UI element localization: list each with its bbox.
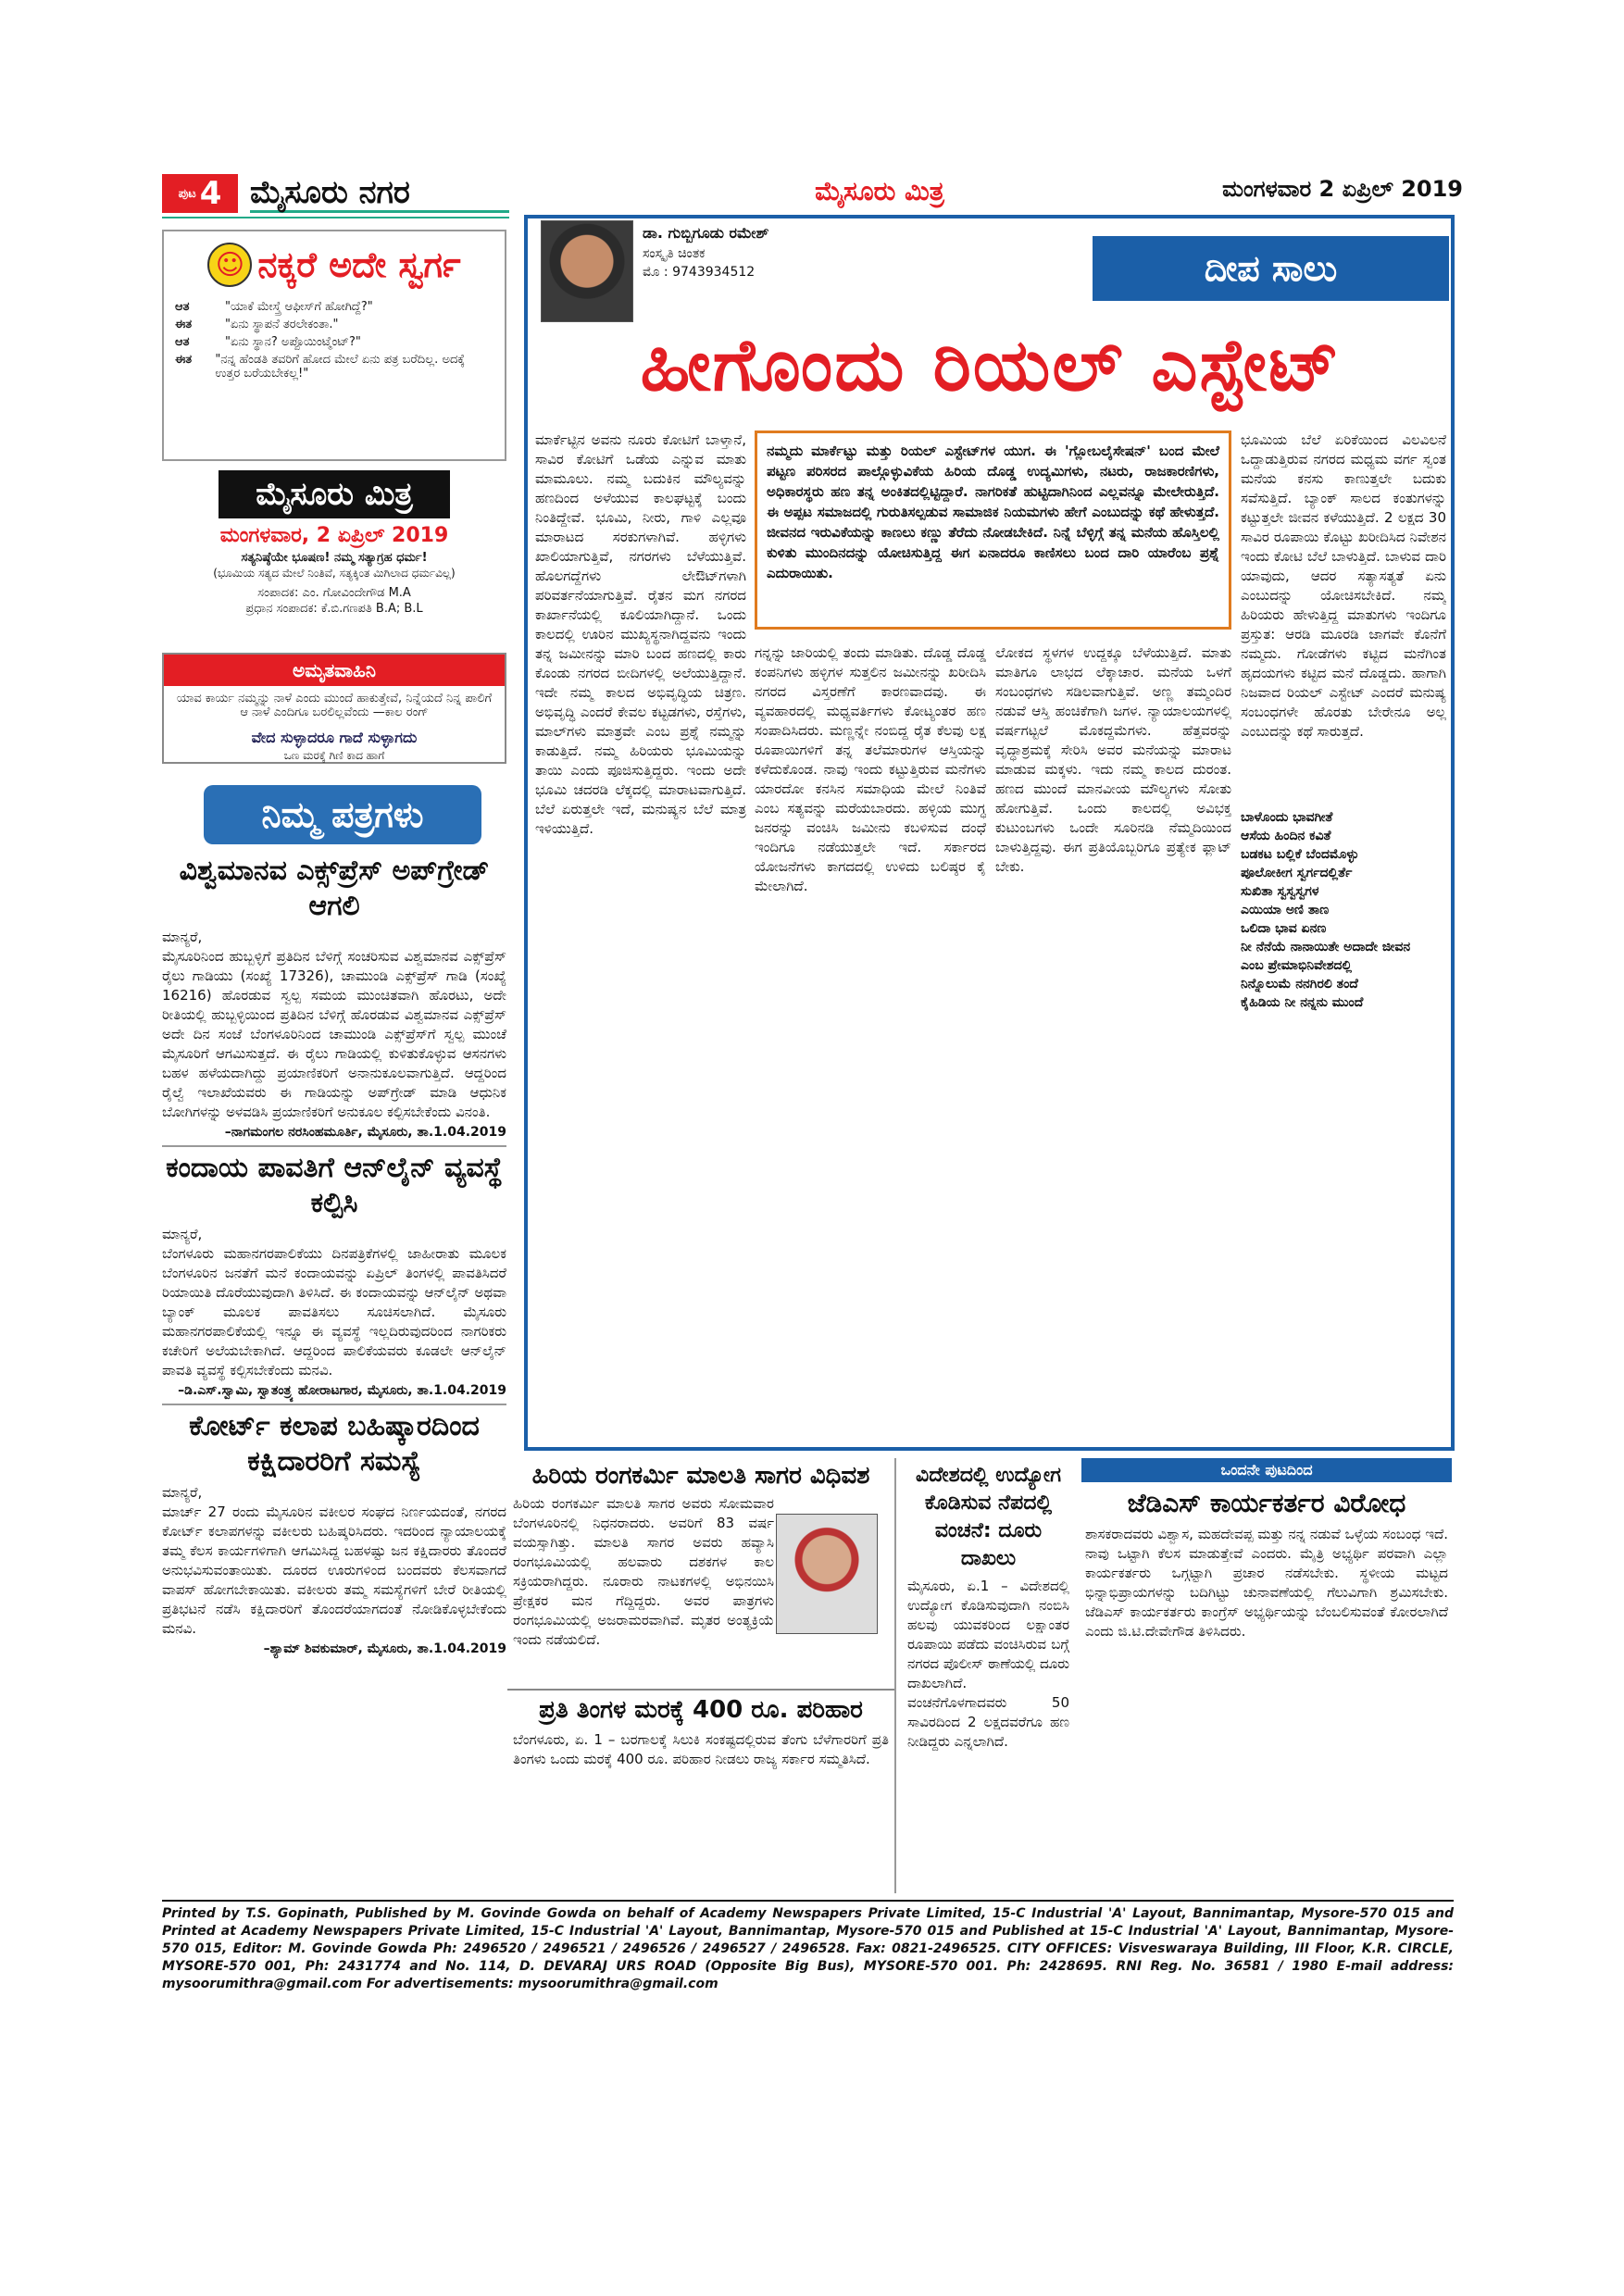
article-column-4 [1241,430,1446,1440]
article-lead-quote: ನಮ್ಮದು ಮಾರ್ಕೆಟ್ಟು ಮತ್ತು ರಿಯಲ್ ಎಸ್ಟೇಟ್‌ಗಳ ಯುಗ. ಈ 'ಗ್ಲೋಬಲೈಸೇಷನ್' ಬಂದ ಮೇಲೆ ಪಟ್ಟಣ ಪರಿಸರದ ಪಾಲ್ಗೊಳ್ಳುವಿಕೆಯ ಹಿರಿಯ ದೊಡ್ಡ ಉದ್ಯಮಿಗಳು, ನಟರು, ರಾಜಕಾರಣಿಗಳು, ಅಧಿಕಾರಸ್ಥರು ಹಣ ತನ್ನ ಅಂಕಿತದಲ್ಲಿಟ್ಟಿದ್ದಾರೆ. ನಾಗರಿಕತೆ ಹುಟ್ಟಿದಾಗಿನಿಂದ ಎಲ್ಲವನ್ನೂ ಮೇಲೇರುತ್ತಿದೆ. ಈ ಅಪ್ಪಟ ಸಮಾಜದಲ್ಲಿ ಗುರುತಿಸಲ್ಪಡುವ ಸಾಮಾಜಿಕ ನಿಯಮಗಳು ಹೇಗೆ ಎಂಬುದನ್ನು ಕಥೆ ಹೇಳುತ್ತದೆ. ಜೀವನದ ಇರುವಿಕೆಯನ್ನು ಕಾಣಲು ಕಣ್ಣು ತೆರೆದು ನೋಡಬೇಕಿದೆ. ನಿನ್ನೆ ಬೆಳ್ಳಿಗ್ಗೆ ತನ್ನ ಮನೆಯ ಹೊಸ್ತಿಲಲ್ಲಿ ಕುಳಿತು ಮುಂದಿನದನ್ನು ಯೋಚಿಸುತ್ತಿದ್ದ ಈಗ ಏನಾದರೂ ಕಾಣಿಸಲು ಬಂದ ದಾರಿ ಯಾರೆಂಬ ಪ್ರಶ್ನೆ ಎದುರಾಯಿತು. [755,430,1231,630]
obituary-headline: ಹಿರಿಯ ರಂಗಕರ್ಮಿ ಮಾಲತಿ ಸಾಗರ ವಿಧಿವಶ [531,1462,870,1490]
letter-signature: –ಶ್ಯಾಮ್ ಶಿವಕುಮಾರ್, ಮೈಸೂರು, ತಾ.1.04.2019 [263,1641,506,1656]
proverb-sub: ಒಣ ಮರಕ್ಕೆ ಗಿಣಿ ಕಾದ ಹಾಗೆ [283,749,385,762]
continued-news-headline: ಜೆಡಿಎಸ್ ಕಾರ್ಯಕರ್ತರ ವಿರೋಧ [1127,1488,1406,1518]
author-info [643,224,874,280]
letter-body: ಮಾರ್ಚ್ 27 ರಂದು ಮೈಸೂರಿನ ವಕೀಲರ ಸಂಘದ ನಿರ್ಣಯದಂತೆ, ನಗರದ ಕೋರ್ಟ್ ಕಲಾಪಗಳನ್ನು ವಕೀಲರು ಬಹಿಷ್ಕರಿಸಿದರು. ಇದರಿಂದ ನ್ಯಾಯಾಲಯಕ್ಕೆ ತಮ್ಮ ಕೆಲಸ ಕಾರ್ಯಗಳಿಗಾಗಿ ಆಗಮಿಸಿದ್ದ ಬಹಳಷ್ಟು ಜನ ಕಕ್ಷಿದಾರರು ತೊಂದರೆ ಅನುಭವಿಸುವಂತಾಯಿತು. ದೂರದ ಊರುಗಳಿಂದ ಬಂದವರು ಕೆಲಸವಾಗದೆ ವಾಪಸ್ ಹೋಗಬೇಕಾಯಿತು. ವಕೀಲರು ತಮ್ಮ ಸಮಸ್ಯೆಗಳಿಗೆ ಬೇರೆ ರೀತಿಯಲ್ಲಿ ಪ್ರತಿಭಟನೆ ನಡೆಸಿ ಕಕ್ಷಿದಾರರಿಗೆ ತೊಂದರೆಯಾಗದಂತೆ ನೋಡಿಕೊಳ್ಳಬೇಕೆಂದು ಮನವಿ. [162,1504,506,1637]
letter-salutation: ಮಾನ್ಯರೆ, [162,1226,203,1242]
letter-salutation: ಮಾನ್ಯರೆ, [162,1484,203,1501]
fraud-news-box [907,1458,1069,1893]
letter-headline: ವಿಶ್ವಮಾನವ ಎಕ್ಸ್‌ಪ್ರೆಸ್ ಅಪ್‌ಗ್ರೇಡ್ ಆಗಲಿ [179,855,490,922]
letter-headline: ಕೋರ್ಟ್ ಕಲಾಪ ಬಹಿಷ್ಕಾರದಿಂದ ಕಕ್ಷಿದಾರರಿಗೆ ಸಮಸ್ಯೆ [189,1410,480,1478]
joke-line: ಆತ "ಏನು ಸ್ಥಾನ? ಅಪ್ಪೊಯಿಂಟ್ಮೆಂಟ್?" [175,335,361,349]
compensation-headline: ಪ್ರತಿ ತಿಂಗಳ ಮರಕ್ಕೆ 400 ರೂ. ಪರಿಹಾರ [507,1689,894,1730]
continued-news-box [1081,1458,1452,1893]
article-column-4-text: ಭೂಮಿಯ ಬೆಲೆ ಏರಿಕೆಯಿಂದ ವಿಲವಿಲನೆ ಒದ್ದಾಡುತ್ತಿರುವ ನಗರದ ಮಧ್ಯಮ ವರ್ಗ ಸ್ವಂತ ಮನೆಯ ಕನಸು ಕಾಣುತ್ತಲೇ ಬದುಕು ಸವೆಸುತ್ತಿದೆ. ಬ್ಯಾಂಕ್ ಸಾಲದ ಕಂತುಗಳನ್ನು ಕಟ್ಟುತ್ತಲೇ ಜೀವನ ಕಳೆಯುತ್ತಿದೆ. 2 ಲಕ್ಷದ 30 ಸಾವಿರ ರೂಪಾಯಿ ಕೊಟ್ಟು ಖರೀದಿಸಿದ ನಿವೇಶನ ಇಂದು ಕೋಟಿ ಬೆಲೆ ಬಾಳುತ್ತಿದೆ. ಬಾಳುವ ದಾರಿ ಯಾವುದು, ಆದರ ಸತ್ಯಾಸತ್ಯತೆ ಏನು ಎಂಬುದನ್ನು ಯೋಚಿಸಬೇಕಿದೆ. ನಮ್ಮ ಹಿರಿಯರು ಹೇಳುತ್ತಿದ್ದ ಮಾತುಗಳು ಇಂದಿಗೂ ಪ್ರಸ್ತುತ: ಆರಡಿ ಮೂರಡಿ ಜಾಗವೇ ಕೊನೆಗೆ ನಮ್ಮದು. ಗೋಡೆಗಳು ಕಟ್ಟಿದ ಮನೆಗಿಂತ ಹೃದಯಗಳು ಕಟ್ಟಿದ ಮನೆ ದೊಡ್ಡದು. ಹಾಗಾಗಿ ನಿಜವಾದ ರಿಯಲ್ ಎಸ್ಟೇಟ್ ಎಂದರೆ ಮನುಷ್ಯ ಸಂಬಂಧಗಳೇ ಹೊರತು ಬೇರೇನೂ ಅಲ್ಲ ಎಂಬುದನ್ನು ಕಥೆ ಸಾರುತ್ತದೆ. [1241,431,1446,740]
letter-body: ಮೈಸೂರಿನಿಂದ ಹುಬ್ಬಳ್ಳಿಗೆ ಪ್ರತಿದಿನ ಬೆಳಿಗ್ಗೆ ಸಂಚರಿಸುವ ವಿಶ್ವಮಾನವ ಎಕ್ಸ್‌ಪ್ರೆಸ್ ರೈಲು ಗಾಡಿಯು (ಸಂಖ್ಯೆ 17326), ಚಾಮುಂಡಿ ಎಕ್ಸ್‌ಪ್ರೆಸ್ ಗಾಡಿ (ಸಂಖ್ಯೆ 16216) ಹೊರಡುವ ಸ್ವಲ್ಪ ಸಮಯ ಮುಂಚಿತವಾಗಿ ಹೊರಟು, ಅದೇ ರೀತಿಯಲ್ಲಿ ಹುಬ್ಬಳ್ಳಿಯಿಂದ ಪ್ರತಿದಿನ ಬೆಳಿಗ್ಗೆ ಹೊರಡುವ ವಿಶ್ವಮಾನವ ಎಕ್ಸ್‌ಪ್ರೆಸ್ ಅದೇ ದಿನ ಸಂಜೆ ಬೆಂಗಳೂರಿನಿಂದ ಚಾಮುಂಡಿ ಎಕ್ಸ್‌ಪ್ರೆಸ್‌ಗೆ ಸ್ವಲ್ಪ ಮುಂಚೆ ಮೈಸೂರಿಗೆ ಆಗಮಿಸುತ್ತದೆ. ಈ ರೈಲು ಗಾಡಿಯಲ್ಲಿ ಕುಳಿತುಕೊಳ್ಳುವ ಆಸನಗಳು ಬಹಳ ಹಳೆಯದಾಗಿದ್ದು ಪ್ರಯಾಣಿಕರಿಗೆ ಅನಾನುಕೂಲವಾಗುತ್ತಿದೆ. ಆದ್ದರಿಂದ ರೈಲ್ವೆ ಇಲಾಖೆಯವರು ಈ ಗಾಡಿಯನ್ನು ಅಪ್‌ಗ್ರೇಡ್ ಮಾಡಿ ಆಧುನಿಕ ಬೋಗಿಗಳನ್ನು ಅಳವಡಿಸಿ ಪ್ರಯಾಣಿಕರಿಗೆ ಅನುಕೂಲ ಕಲ್ಪಿಸಬೇಕೆಂದು ವಿನಂತಿ. [162,948,506,1120]
masthead-logo: ಮೈಸೂರು ಮಿತ್ರ [219,470,450,518]
proverb: ವೇದ ಸುಳ್ಳಾದರೂ ಗಾದೆ ಸುಳ್ಳಾಗದು [251,729,418,746]
masthead-date: ಮಂಗಳವಾರ, 2 ಏಪ್ರಿಲ್ 2019 [219,524,449,547]
masthead-subline: (ಭೂಮಿಯ ಸತ್ಯದ ಮೇಲೆ ನಿಂತಿವೆ, ಸತ್ಯಕ್ಕಿಂತ ಮಿಗಿಲಾದ ಧರ್ಮವಿಲ್ಲ) [213,567,456,580]
joke-line: ಈತ "ನನ್ನ ಹೆಂಡತಿ ತವರಿಗೆ ಹೋದ ಮೇಲೆ ಏನು ಪತ್ರ ಬರೆದಿಲ್ಲ. ಅದಕ್ಕೆ ಉತ್ತರ ಬರೆಯಬೇಕಲ್ಲ!" [175,353,466,381]
joke-title [164,231,505,298]
joke-line: ಈತ "ಏನು ಸ್ಥಾಪನೆ ತರಲೇಕಂತಾ." [175,318,339,331]
masthead-publisher: ಪ್ರಧಾನ ಸಂಪಾದಕ: ಕೆ.ಬಿ.ಗಣಪತಿ B.A; B.L [245,602,423,616]
quote-box [162,653,506,764]
quote-text: ಯಾವ ಕಾರ್ಯ ನಮ್ಮನ್ನು ನಾಳೆ ಎಂದು ಮುಂದೆ ಹಾಕುತ್ತೇವೆ, ನಿನ್ನೆಯದೆ ನಿನ್ನ ಪಾಲಿಗೆ ಆ ನಾಳೆ ಎಂದಿಗೂ ಬರಲಿಲ್ಲವೆಂದು —ಕಾಲ ರಂಗ್ [176,692,493,719]
imprint-footer: Printed by T.S. Gopinath, Published by M. Govinde Gowda on behalf of Academy Newspapers Private Limited, 15-C Industrial 'A' Layout, Bannimantap, Mysore-570 015 and Printed at Academy Newspapers Private Limited, 15-C Industrial 'A' Layout, Bannimantap, Mysore-570 015 and Published at 15-C Industrial 'A' Layout, Bannimantap, Mysore-570 015, Editor: M. Govinde Gowda Ph: 2496520 / 2496521 / 2496526 / 2496527 / 2496528. Fax: 0821-2496525. CITY OFFICES: Visveswaraya Building, III Floor, K.R. CIRCLE, MYSORE-570 001, Ph: 2431774 and No. 114, D. DEVARAJ URS ROAD (Opposite Big Bus), MYSORE-570 001. Ph: 2428695. RNI Reg. No. 36581 / 1980 E-mail address: mysoorumithra@gmail.com For advertisements: mysoorumithra@gmail.com [162,1900,1454,1993]
letter-item [162,854,506,1140]
masthead-small: ಮೈಸೂರು ಮಿತ್ರ [815,176,944,206]
article-column-3: ಲೋಕದ ಸ್ಥಳಗಳ ಉದ್ದಕ್ಕೂ ಬೆಳೆಯುತ್ತಿದೆ. ಮಾತು ಮಾತಿಗೂ ಲಾಭದ ಲೆಕ್ಕಾಚಾರ. ಮನೆಯ ಒಳಗೆ ಸಂಬಂಧಗಳು ಸಡಿಲವಾಗುತ್ತಿವೆ. ಅಣ್ಣ ತಮ್ಮಂದಿರ ನಡುವೆ ಆಸ್ತಿ ಹಂಚಿಕೆಗಾಗಿ ಜಗಳ. ನ್ಯಾಯಾಲಯಗಳಲ್ಲಿ ವರ್ಷಗಟ್ಟಲೆ ಮೊಕದ್ದಮೆಗಳು. ಹೆತ್ತವರನ್ನು ವೃದ್ಧಾಶ್ರಮಕ್ಕೆ ಸೇರಿಸಿ ಅವರ ಮನೆಯನ್ನು ಮಾರಾಟ ಮಾಡುವ ಮಕ್ಕಳು. ಇದು ನಮ್ಮ ಕಾಲದ ದುರಂತ. ಹಣದ ಮುಂದೆ ಮಾನವೀಯ ಮೌಲ್ಯಗಳು ಸೋತು ಹೋಗುತ್ತಿವೆ. ಒಂದು ಕಾಲದಲ್ಲಿ ಅವಿಭಕ್ತ ಕುಟುಂಬಗಳು ಒಂದೇ ಸೂರಿನಡಿ ನೆಮ್ಮದಿಯಿಂದ ಬಾಳುತ್ತಿದ್ದವು. ಈಗ ಪ್ರತಿಯೊಬ್ಬರಿಗೂ ಪ್ರತ್ಯೇಕ ಫ್ಲಾಟ್ ಬೇಕು. [995,644,1231,875]
article-column-1: ಮಾರ್ಕೆಟ್ಟಿನ ಅವನು ನೂರು ಕೋಟಿಗೆ ಬಾಳ್ತಾನೆ, ಸಾವಿರ ಕೋಟಿಗೆ ಒಡೆಯ ಎನ್ನುವ ಮಾತು ಮಾಮೂಲು. ನಮ್ಮ ಬದುಕಿನ ಮೌಲ್ಯವನ್ನು ಹಣದಿಂದ ಅಳೆಯುವ ಕಾಲಘಟ್ಟಕ್ಕೆ ಬಂದು ನಿಂತಿದ್ದೇವೆ. ಭೂಮಿ, ನೀರು, ಗಾಳಿ ಎಲ್ಲವೂ ಮಾರಾಟದ ಸರಕುಗಳಾಗಿವೆ. ಹಳ್ಳಿಗಳು ಖಾಲಿಯಾಗುತ್ತಿವೆ, ನಗರಗಳು ಬೆಳೆಯುತ್ತಿವೆ. ಹೊಲಗದ್ದೆಗಳು ಲೇಔಟ್‌ಗಳಾಗಿ ಪರಿವರ್ತನೆಯಾಗುತ್ತಿವೆ. ರೈತನ ಮಗ ನಗರದ ಕಾರ್ಖಾನೆಯಲ್ಲಿ ಕೂಲಿಯಾಗಿದ್ದಾನೆ. ಒಂದು ಕಾಲದಲ್ಲಿ ಊರಿನ ಮುಖ್ಯಸ್ಥನಾಗಿದ್ದವನು ಇಂದು ತನ್ನ ಜಮೀನನ್ನು ಮಾರಿ ಬಂದ ಹಣದಲ್ಲಿ ಕಾರು ಕೊಂಡು ನಗರದ ಬೀದಿಗಳಲ್ಲಿ ಅಲೆಯುತ್ತಿದ್ದಾನೆ. ಇದೇ ನಮ್ಮ ಕಾಲದ ಅಭಿವೃದ್ಧಿಯ ಚಿತ್ರಣ. ಅಭಿವೃದ್ಧಿ ಎಂದರೆ ಕೇವಲ ಕಟ್ಟಡಗಳು, ರಸ್ತೆಗಳು, ಮಾಲ್‌ಗಳು ಮಾತ್ರವೇ ಎಂಬ ಪ್ರಶ್ನೆ ನಮ್ಮನ್ನು ಕಾಡುತ್ತಿದೆ. ನಮ್ಮ ಹಿರಿಯರು ಭೂಮಿಯನ್ನು ತಾಯಿ ಎಂದು ಪೂಜಿಸುತ್ತಿದ್ದರು. ಇಂದು ಅದೇ ಭೂಮಿ ಚದರಡಿ ಲೆಕ್ಕದಲ್ಲಿ ಮಾರಾಟವಾಗುತ್ತಿದೆ. ಬೆಲೆ ಏರುತ್ತಲೇ ಇದೆ, ಮನುಷ್ಯನ ಬೆಲೆ ಮಾತ್ರ ಇಳಿಯುತ್ತಿದೆ. [535,431,746,837]
joke-title-text: ನಕ್ಕರೆ ಅದೇ ಸ್ವರ್ಗ [257,243,461,285]
obituary-box [507,1458,896,1893]
masthead-editor: ಸಂಪಾದಕ: ಎಂ. ಗೋವಿಂದೇಗೌಡ M.A [257,586,411,600]
joke-line: ಆತ "ಯಾಕೆ ಮೇಸ್ತ್ರೆ ಆಫೀಸ್‌ಗೆ ಹೋಗಿದ್ದೆ?" [175,300,373,314]
continued-from-tag: ಒಂದನೇ ಪುಟದಿಂದ [1081,1458,1452,1482]
joke-box [162,230,506,461]
author-role: ಸಂಸ್ಕೃತಿ ಚಿಂತಕ [643,246,706,261]
letter-headline: ಕಂದಾಯ ಪಾವತಿಗೆ ಆನ್‌ಲೈನ್ ವ್ಯವಸ್ಥೆ ಕಲ್ಪಿಸಿ [166,1152,503,1219]
obituary-photo [776,1514,878,1634]
column-name-banner: ದೀಪ ಸಾಲು [1093,236,1449,301]
masthead-box [162,470,506,642]
article-headline: ಹೀಗೊಂದು ರಿಯಲ್ ಎಸ್ಟೇಟ್ [640,324,1342,407]
letters-header: ನಿಮ್ಮ ಪತ್ರಗಳು [204,785,481,844]
letter-body: ಬೆಂಗಳೂರು ಮಹಾನಗರಪಾಲಿಕೆಯು ದಿನಪತ್ರಿಕೆಗಳಲ್ಲಿ ಜಾಹೀರಾತು ಮೂಲಕ ಬೆಂಗಳೂರಿನ ಜನತೆಗೆ ಮನೆ ಕಂದಾಯವನ್ನು ಏಪ್ರಿಲ್ ತಿಂಗಳಲ್ಲಿ ಪಾವತಿಸಿದರೆ ರಿಯಾಯಿತಿ ದೊರೆಯುವುದಾಗಿ ತಿಳಿಸಿದೆ. ಈ ಕಂದಾಯವನ್ನು ಆನ್‌ಲೈನ್ ಅಥವಾ ಬ್ಯಾಂಕ್ ಮೂಲಕ ಪಾವತಿಸಲು ಸೂಚಿಸಲಾಗಿದೆ. ಮೈಸೂರು ಮಹಾನಗರಪಾಲಿಕೆಯಲ್ಲಿ ಇನ್ನೂ ಈ ವ್ಯವಸ್ಥೆ ಇಲ್ಲದಿರುವುದರಿಂದ ನಾಗರಿಕರು ಕಚೇರಿಗೆ ಅಲೆಯಬೇಕಾಗಿದೆ. ಆದ್ದರಿಂದ ಪಾಲಿಕೆಯವರು ಕೂಡಲೇ ಆನ್‌ಲೈನ್ ಪಾವತಿ ವ್ಯವಸ್ಥೆ ಕಲ್ಪಿಸಬೇಕೆಂದು ಮನವಿ. [162,1245,506,1379]
letter-signature: –ನಾಗಮಂಗಲ ನರಸಿಂಹಮೂರ್ತಿ, ಮೈಸೂರು, ತಾ.1.04.2019 [224,1125,506,1140]
continued-news-body: ಶಾಸಕರಾದವರು ವಿಶ್ವಾಸ, ಮಹದೇವಪ್ಪ ಮತ್ತು ನನ್ನ ನಡುವೆ ಒಳ್ಳೆಯ ಸಂಬಂಧ ಇದೆ. ನಾವು ಒಟ್ಟಾಗಿ ಕೆಲಸ ಮಾಡುತ್ತೇವೆ ಎಂದರು. ಮೈತ್ರಿ ಅಭ್ಯರ್ಥಿ ಪರವಾಗಿ ಎಲ್ಲಾ ಕಾರ್ಯಕರ್ತರು ಒಗ್ಗಟ್ಟಾಗಿ ಪ್ರಚಾರ ನಡೆಸಬೇಕು. ಸ್ಥಳೀಯ ಮಟ್ಟದ ಭಿನ್ನಾಭಿಪ್ರಾಯಗಳನ್ನು ಬದಿಗಿಟ್ಟು ಚುನಾವಣೆಯಲ್ಲಿ ಗೆಲುವಿಗಾಗಿ ಶ್ರಮಿಸಬೇಕು. ಜೆಡಿಎಸ್ ಕಾರ್ಯಕರ್ತರು ಕಾಂಗ್ರೆಸ್ ಅಭ್ಯರ್ಥಿಯನ್ನು ಬೆಂಬಲಿಸುವಂತೆ ಕೋರಲಾಗಿದೆ ಎಂದು ಜಿ.ಟಿ.ದೇವೇಗೌಡ ತಿಳಿಸಿದರು. [1085,1526,1448,1640]
letter-item [162,1145,506,1398]
letter-salutation: ಮಾನ್ಯರೆ, [162,929,203,945]
letter-item [162,1404,506,1656]
page-label: ಪುಟ [178,186,196,201]
author-name: ಡಾ. ಗುಬ್ಬಿಗೂಡು ರಮೇಶ್ [643,224,769,242]
laughing-face-icon: ☺ [207,243,252,287]
masthead-tagline: ಸತ್ಯನಿಷ್ಠೆಯೇ ಭೂಷಣ! ನಮ್ಮ ಸತ್ಯಾಗ್ರಹ ಧರ್ಮ! [241,551,428,565]
section-title: ಮೈಸೂರು ನಗರ [250,174,509,213]
compensation-body: ಬೆಂಗಳೂರು, ಏ. 1 – ಬರಗಾಲಕ್ಕೆ ಸಿಲುಕಿ ಸಂಕಷ್ಟದಲ್ಲಿರುವ ತೆಂಗು ಬೆಳೆಗಾರರಿಗೆ ಪ್ರತಿ ತಿಂಗಳು ಒಂದು ಮರಕ್ಕೆ 400 ರೂ. ಪರಿಹಾರ ನೀಡಲು ರಾಜ್ಯ ಸರ್ಕಾರ ಸಮ್ಮತಿಸಿದೆ. [513,1731,889,1767]
header-rule [162,217,509,218]
fraud-news-body: ಮೈಸೂರು, ಏ.1 – ವಿದೇಶದಲ್ಲಿ ಉದ್ಯೋಗ ಕೊಡಿಸುವುದಾಗಿ ನಂಬಿಸಿ ಹಲವು ಯುವಕರಿಂದ ಲಕ್ಷಾಂತರ ರೂಪಾಯಿ ಪಡೆದು ವಂಚಿಸಿರುವ ಬಗ್ಗೆ ನಗರದ ಪೊಲೀಸ್ ಠಾಣೆಯಲ್ಲಿ ದೂರು ದಾಖಲಾಗಿದೆ. ವಂಚನೆಗೊಳಗಾದವರು 50 ಸಾವಿರದಿಂದ 2 ಲಕ್ಷದವರೆಗೂ ಹಣ ನೀಡಿದ್ದರು ಎನ್ನಲಾಗಿದೆ. [907,1578,1069,1750]
obituary-body: ಹಿರಿಯ ರಂಗಕರ್ಮಿ ಮಾಲತಿ ಸಾಗರ ಅವರು ಸೋಮವಾರ ಬೆಂಗಳೂರಿನಲ್ಲಿ ನಿಧನರಾದರು. ಅವರಿಗೆ 83 ವರ್ಷ ವಯಸ್ಸಾಗಿತ್ತು. ಮಾಲತಿ ಸಾಗರ ಅವರು ಹವ್ಯಾಸಿ ರಂಗಭೂಮಿಯಲ್ಲಿ ಹಲವಾರು ದಶಕಗಳ ಕಾಲ ಸಕ್ರಿಯರಾಗಿದ್ದರು. ನೂರಾರು ನಾಟಕಗಳಲ್ಲಿ ಅಭಿನಯಿಸಿ ಪ್ರೇಕ್ಷಕರ ಮನ ಗೆದ್ದಿದ್ದರು. ಅವರ ಪಾತ್ರಗಳು ರಂಗಭೂಮಿಯಲ್ಲಿ ಅಜರಾಮರವಾಗಿವೆ. ಮೃತರ ಅಂತ್ಯಕ್ರಿಯೆ ಇಂದು ನಡೆಯಲಿದೆ. [513,1495,774,1648]
letter-signature: –ಡಿ.ಎಸ್.ಸ್ವಾಮಿ, ಸ್ವಾತಂತ್ರ್ಯ ಹೋರಾಟಗಾರ, ಮೈಸೂರು, ತಾ.1.04.2019 [178,1383,506,1398]
quote-box-title: ಅಮೃತವಾಹಿನಿ [164,655,505,686]
author-phone: ಮೊ : 9743934512 [643,265,756,280]
article-column-2: ಗನ್ನನ್ನು ಜಾರಿಯಲ್ಲಿ ತಂದು ಮಾಡಿತು. ದೊಡ್ಡ ದೊಡ್ಡ ಕಂಪನಿಗಳು ಹಳ್ಳಿಗಳ ಸುತ್ತಲಿನ ಜಮೀನನ್ನು ಖರೀದಿಸಿ ನಗರದ ವಿಸ್ತರಣೆಗೆ ಕಾರಣವಾದವು. ಈ ವ್ಯವಹಾರದಲ್ಲಿ ಮಧ್ಯವರ್ತಿಗಳು ಕೋಟ್ಯಂತರ ಹಣ ಸಂಪಾದಿಸಿದರು. ಮಣ್ಣನ್ನೇ ನಂಬಿದ್ದ ರೈತ ಕೆಲವು ಲಕ್ಷ ರೂಪಾಯಿಗಳಿಗೆ ತನ್ನ ತಲೆಮಾರುಗಳ ಆಸ್ತಿಯನ್ನು ಕಳೆದುಕೊಂಡ. ನಾವು ಇಂದು ಕಟ್ಟುತ್ತಿರುವ ಮನೆಗಳು ಯಾರದೋ ಕನಸಿನ ಸಮಾಧಿಯ ಮೇಲೆ ನಿಂತಿವೆ ಎಂಬ ಸತ್ಯವನ್ನು ಮರೆಯಬಾರದು. ಹಳ್ಳಿಯ ಮುಗ್ಧ ಜನರನ್ನು ವಂಚಿಸಿ ಜಮೀನು ಕಬಳಿಸುವ ದಂಧೆ ಇಂದಿಗೂ ನಡೆಯುತ್ತಲೇ ಇದೆ. ಸರ್ಕಾರದ ಯೋಜನೆಗಳು ಕಾಗದದಲ್ಲಿ ಉಳಿದು ಬಲಿಷ್ಠರ ಕೈ ಮೇಲಾಗಿದೆ. [755,644,986,894]
author-photo [541,220,633,322]
issue-date: ಮಂಗಳವಾರ 2 ಏಪ್ರಿಲ್ 2019 [1222,176,1463,202]
letters-column [162,854,506,1662]
fraud-news-headline: ವಿದೇಶದಲ್ಲಿ ಉದ್ಯೋಗ ಕೊಡಿಸುವ ನೆಪದಲ್ಲಿ ವಂಚನೆ: ದೂರು ದಾಖಲು [916,1464,1061,1570]
page-number-badge [162,174,238,213]
page-number: 4 [199,175,222,212]
poem: ಬಾಳೊಂದು ಭಾವಗೀತೆ ಆಸೆಯ ಹಿಂದಿನ ಕವಿತೆ ಬಡಕಟ ಬಲ್ಲಿಕೆ ಬೆಂದಮೊಳ್ಳು ಪೂಲೋಕೀಗ ಸ್ವರ್ಗದಲ್ಲಿರ್ತೆ ಸುಖಿತಾ ಸ್ವಸ್ವಸ್ವಗಳ ಎಯಿಯಾ ಅಣಿ ತಾಣ ಒಲಿದಾ ಭಾವ ಏನಣ ನೀ ನೆನೆಯೆ ನಾನಾಯಿತೇ ಅದಾದೇ ಜೀವನ ಎಂಬ ಪ್ರೇಮಾಭಿನಿವೇಶದಲ್ಲಿ ನಿನ್ನೊಲುಮೆ ನನಗಿರಲಿ ತಂದೆ ಕೈಹಿಡಿಯ ನೀ ನನ್ನನು ಮುಂದೆ [1241,810,1411,1010]
